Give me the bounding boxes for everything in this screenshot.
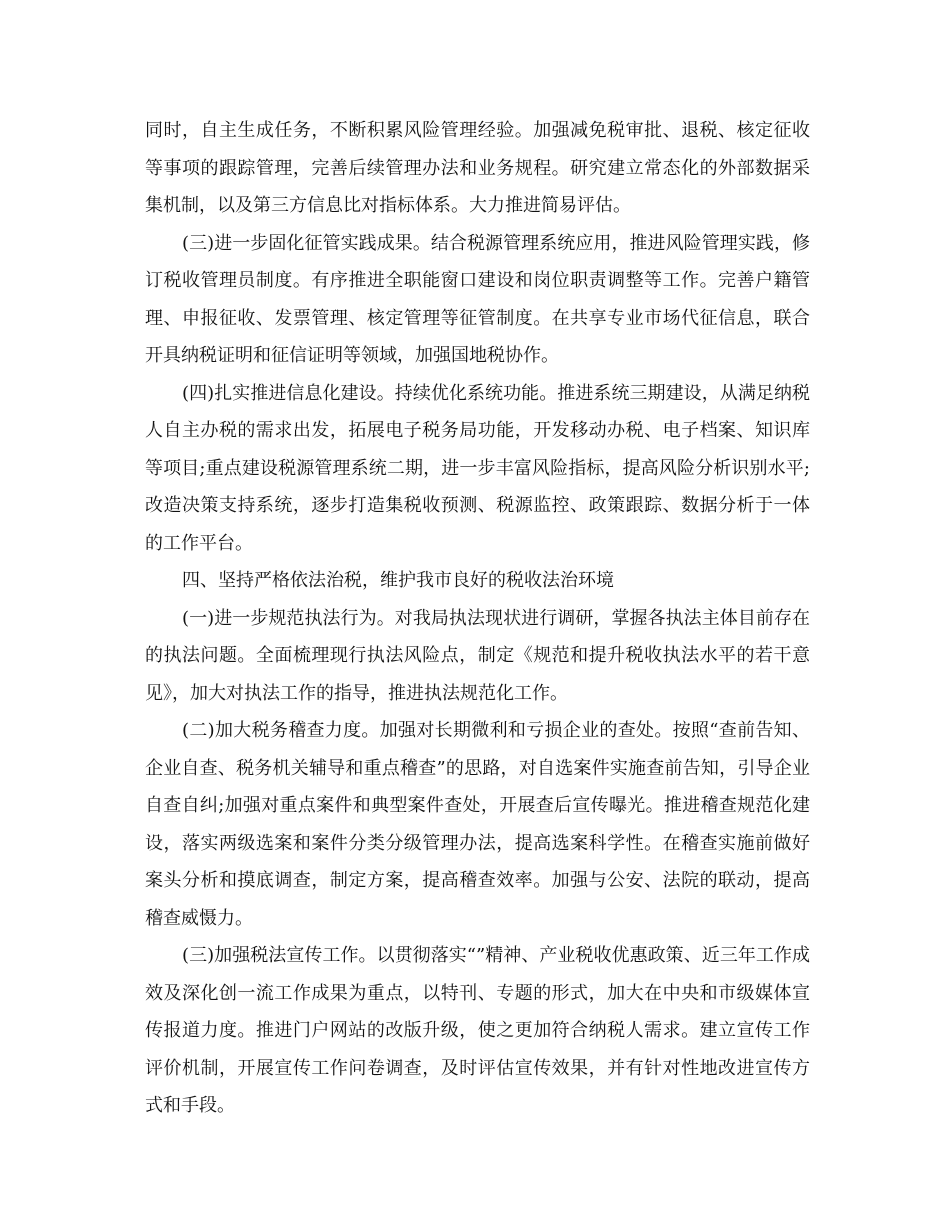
section-heading-4: 四、坚持严格依法治税，维护我市良好的税收法治环境 xyxy=(182,570,614,591)
document-body xyxy=(145,112,810,1125)
paragraph-continuation: 同时，自主生成任务，不断积累风险管理经验。加强减免税审批、退税、核定征收等事项的跟踪管理，完善后续管理办法和业务规程。研究建立常态化的外部数据采集机制，以及第三方信息比对指标体系。大力推进简易评估。 xyxy=(145,120,810,216)
paragraph-section-4-2: (二)加大税务稽查力度。加强对长期微利和亏损企业的查处。按照“查前告知、企业自查、税务机关辅导和重点稽查”的思路，对自选案件实施查前告知，引导企业自查自纠;加强对重点案件和典型案件查处，开展查后宣传曝光。推进稽查规范化建设，落实两级选案和案件分类分级管理办法，提高选案科学性。在稽查实施前做好案头分析和摸底调查，制定方案，提高稽查效率。加强与公安、法院的联动，提高稽查威慑力。 xyxy=(145,720,810,929)
paragraph-section-3-4: (四)扎实推进信息化建设。持续优化系统功能。推进系统三期建设，从满足纳税人自主办税的需求出发，拓展电子税务局功能，开发移动办税、电子档案、知识库等项目;重点建设税源管理系统二期，进一步丰富风险指标，提高风险分析识别水平;改造决策支持系统，逐步打造集税收预测、税源监控、政策跟踪、数据分析于一体的工作平台。 xyxy=(145,382,810,554)
paragraph-section-3-3: (三)进一步固化征管实践成果。结合税源管理系统应用，推进风险管理实践，修订税收管理员制度。有序推进全职能窗口建设和岗位职责调整等工作。完善户籍管理、申报征收、发票管理、核定管理等征管制度。在共享专业市场代征信息，联合开具纳税证明和征信证明等领域，加强国地税协作。 xyxy=(145,232,810,366)
paragraph-section-4-3: (三)加强税法宣传工作。以贯彻落实“”精神、产业税收优惠政策、近三年工作成效及深化创一流工作成果为重点，以特刊、专题的形式，加大在中央和市级媒体宣传报道力度。推进门户网站的改版升级，使之更加符合纳税人需求。建立宣传工作评价机制，开展宣传工作问卷调查，及时评估宣传效果，并有针对性地改进宣传方式和手段。 xyxy=(145,945,810,1116)
paragraph-section-4-1: (一)进一步规范执法行为。对我局执法现状进行调研，掌握各执法主体目前存在的执法问题。全面梳理现行执法风险点，制定《规范和提升税收执法水平的若干意见》，加大对执法工作的指导，推进执法规范化工作。 xyxy=(145,607,810,704)
